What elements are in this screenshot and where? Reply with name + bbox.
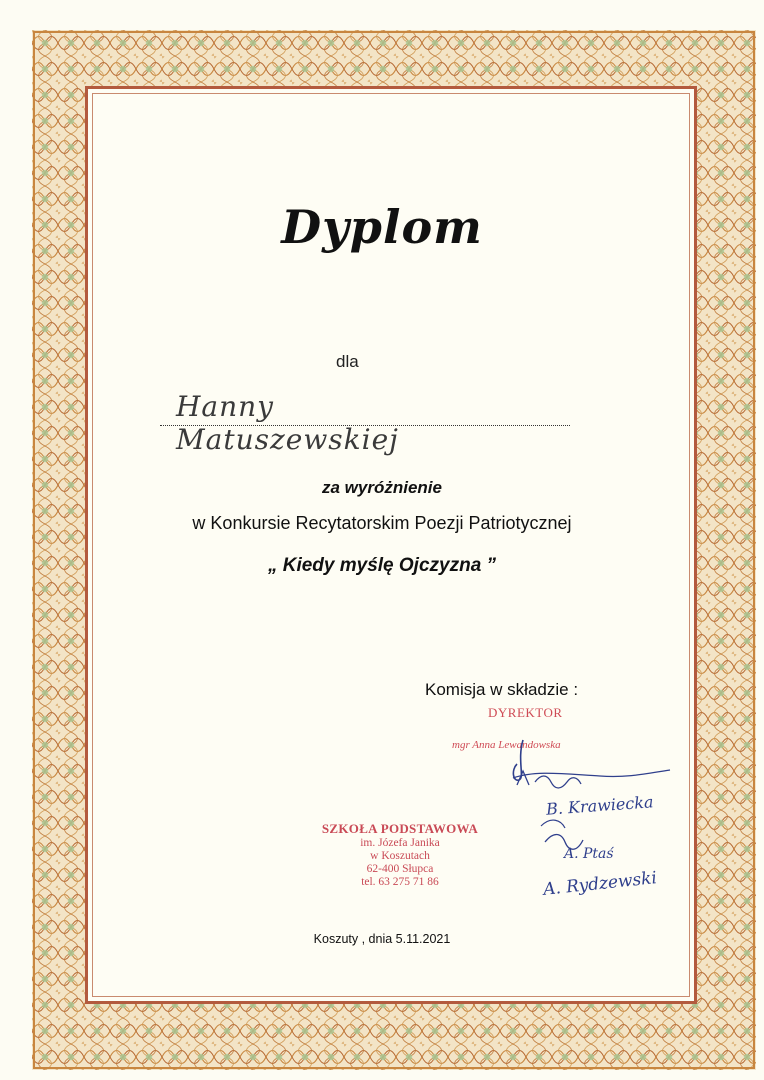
recipient-name-handwritten: Hanny Matuszewskiej (176, 390, 399, 456)
school-stamp-line3: w Koszutach (370, 850, 430, 862)
school-stamp-line4: 62-400 Słupca (366, 863, 434, 875)
motto-line: „ Kiedy myślę Ojczyzna ” (267, 555, 497, 576)
for-label: dla (336, 352, 359, 371)
director-stamp-title: DYREKTOR (488, 705, 563, 720)
contest-line: w Konkursie Recytatorskim Poezji Patriotycznej (192, 513, 572, 533)
dotted-name-line (160, 425, 570, 426)
signature-rydzewski: A. Rydzewski (542, 868, 658, 900)
diploma-title: Dyplom (281, 200, 483, 254)
signature-ptas: A. Ptaś (564, 846, 614, 862)
school-stamp (300, 821, 500, 889)
commission-label: Komisja w składzie : (425, 680, 579, 699)
school-stamp-line2: im. Józefa Janika (360, 837, 440, 849)
director-stamp-name: mgr Anna Lewandowska (452, 739, 561, 751)
signature-krawiecka: B. Krawiecka (545, 792, 655, 819)
place-and-date: Koszuty , dnia 5.11.2021 (313, 932, 451, 946)
school-stamp-line5: tel. 63 275 71 86 (361, 876, 439, 888)
award-line: za wyróżnienie (322, 478, 442, 497)
school-stamp-line1: SZKOŁA PODSTAWOWA (321, 821, 479, 836)
